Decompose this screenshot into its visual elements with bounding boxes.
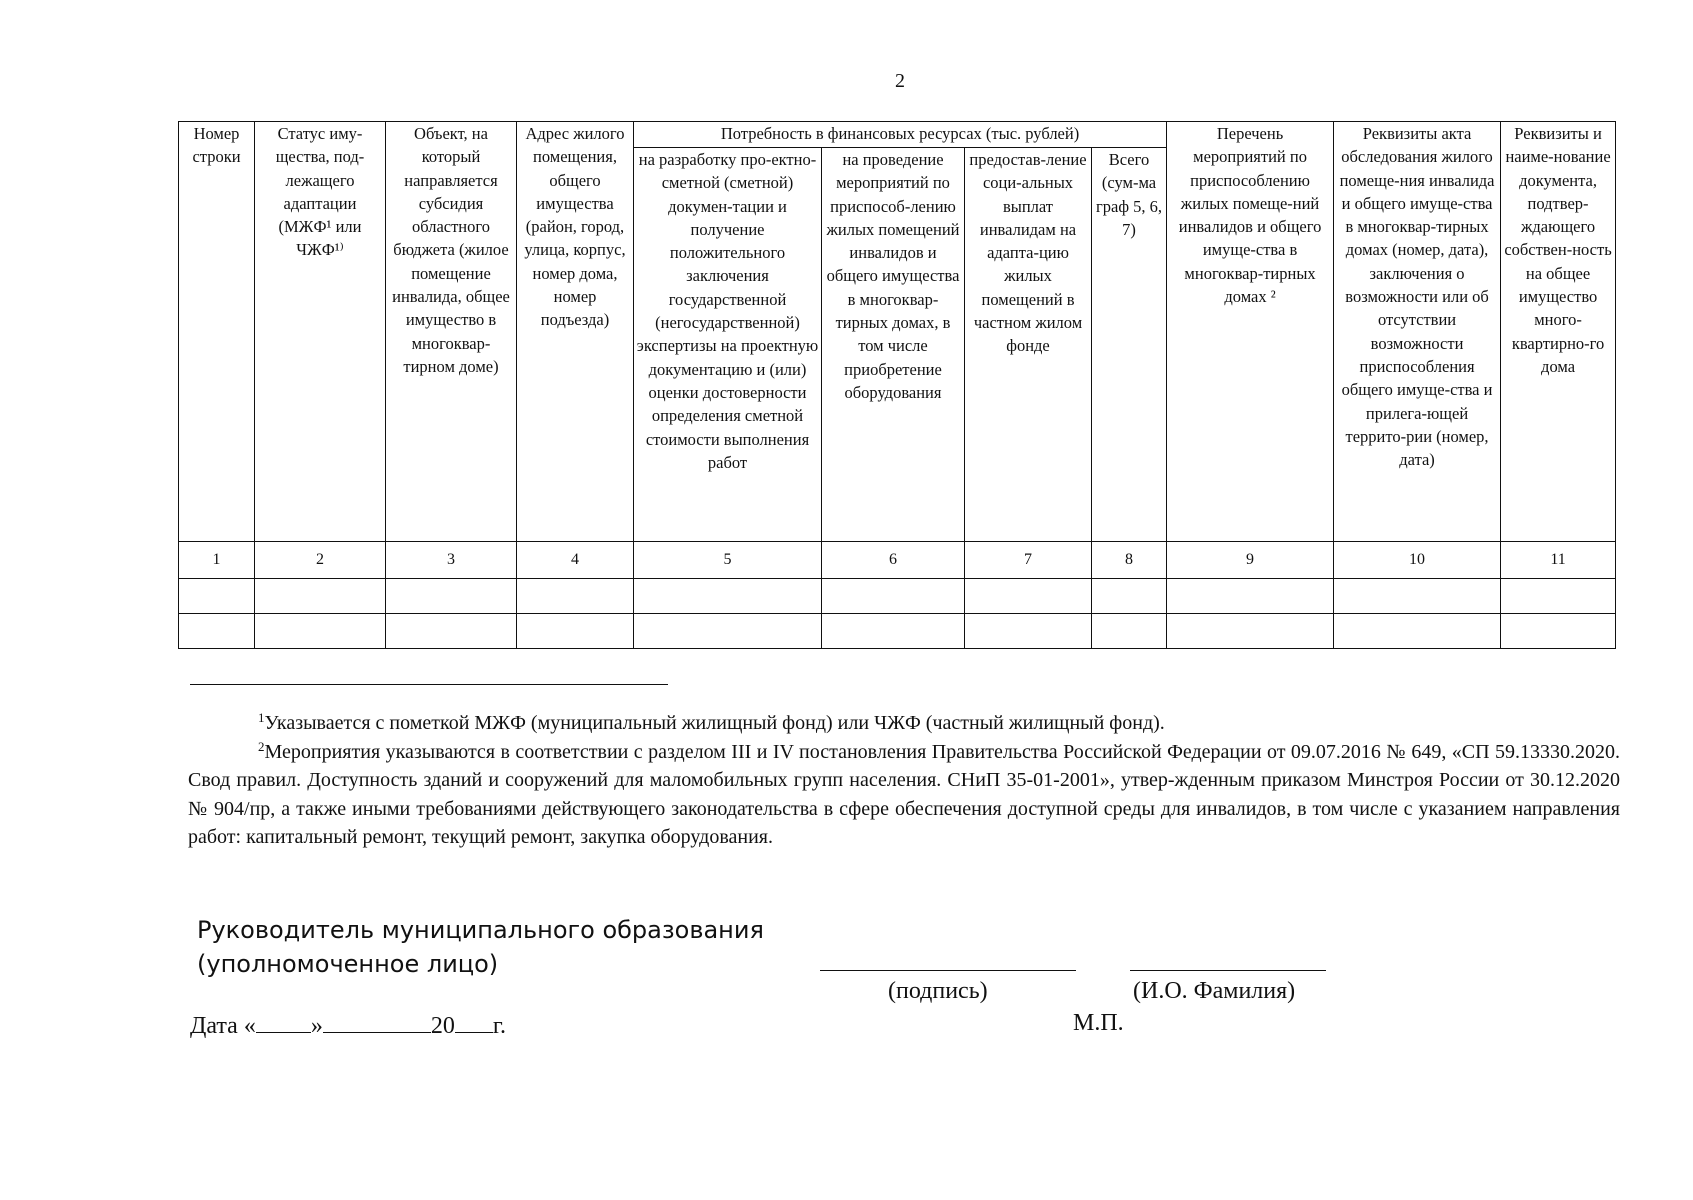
footnote-2-text: Мероприятия указываются в соответствии с разделом III и IV постановления Правительства Российской Федерации от 09.07.2016 № 649, «СП 59.13330.2020. Свод правил. Доступность зданий и сооружений для маломобильных групп населения. СНиП 35-01-2001», утвер-жденным приказом Минстроя России от 30.12.2020 № 904/пр, а также иными требованиями действующего законодательства в сфере обеспечения доступной среды для инвалидов, в том числе с указанием направления работ: капитальный ремонт, текущий ремонт, закупка оборудования. [188,740,1620,848]
header-financial-needs: Потребность в финансовых ресурсах (тыс. рублей) [634,122,1167,148]
empty-cell [1092,579,1167,614]
column-number: 2 [255,542,386,579]
header-property-status: Статус иму-щества, под-лежащего адаптации (МЖФ¹ или ЧЖФ¹⁾ [255,122,386,542]
empty-cell [965,614,1092,649]
header-address: Адрес жилого помещения, общего имущества (район, город, улица, корпус, номер дома, номер подъезда) [517,122,634,542]
date-day-blank [256,1010,311,1033]
column-number: 1 [179,542,255,579]
empty-cell [1092,614,1167,649]
header-ownership-document: Реквизиты и наиме-нование документа, подтвер-ждающего собствен-ность на общее имущество много-квартирно-го дома [1501,122,1616,542]
footnotes [188,709,1620,852]
date-month-blank [323,1010,431,1033]
empty-cell [179,614,255,649]
header-total: Всего (сум-ма граф 5, 6, 7) [1092,148,1167,542]
stamp-label: М.П. [1073,1010,1124,1036]
empty-cell [255,614,386,649]
column-number-row [179,542,1616,579]
empty-cell [1334,579,1501,614]
header-adaptation-measures: на проведение мероприятий по приспособ-лению жилых помещений инвалидов и общего имущества в многоквар-тирных домах, в том числе приобретение оборудования [822,148,965,542]
footnote-2-mark: 2 [258,738,265,754]
date-suffix: г. [492,1013,506,1039]
footnote-2 [188,738,1620,852]
subsidy-need-table [178,121,1616,649]
footnote-1-text: Указывается с пометкой МЖФ (муниципальный жилищный фонд) или ЧЖФ (частный жилищный фонд). [264,712,1165,734]
empty-cell [517,579,634,614]
signature-caption: (подпись) [888,978,988,1004]
footnote-separator [190,684,668,685]
column-number: 7 [965,542,1092,579]
header-inspection-act: Реквизиты акта обследования жилого помеще-ния инвалида и общего имуще-ства в многоквар-тирных домах (номер, дата), заключения о возможности или об отсутствии возможности приспособления общего имуще-ства и прилега-ющей террито-рии (номер, дата) [1334,122,1501,542]
column-number: 8 [1092,542,1167,579]
header-design-documentation: на разработку про-ектно-сметной (сметной) докумен-тации и получение положительного заключения государственной (негосударственной) экспертизы на проектную документацию и (или) оценки достоверности определения сметной стоимости выполнения работ [634,148,822,542]
empty-cell [255,579,386,614]
table-row [179,614,1616,649]
signature-line [820,970,1076,971]
column-number: 4 [517,542,634,579]
empty-cell [517,614,634,649]
empty-cell [1334,614,1501,649]
empty-cell [1167,579,1334,614]
column-number: 6 [822,542,965,579]
empty-cell [386,614,517,649]
footnote-1-mark: 1 [258,710,265,725]
empty-cell [822,579,965,614]
date-year-prefix: 20 [430,1013,455,1039]
page-number: 2 [895,70,905,92]
column-number: 11 [1501,542,1616,579]
table-row [179,579,1616,614]
signatory-block [197,913,764,981]
column-number: 3 [386,542,517,579]
empty-cell [1501,614,1616,649]
empty-cell [634,614,822,649]
column-number: 5 [634,542,822,579]
column-number: 9 [1167,542,1334,579]
name-line [1130,970,1326,971]
date-quote-close: » [310,1013,323,1039]
empty-cell [634,579,822,614]
signatory-title: Руководитель муниципального образования [197,916,764,944]
header-subsidy-object: Объект, на который направляется субсидия областного бюджета (жилое помещение инвалида, общее имущество в многоквар-тирном доме) [386,122,517,542]
name-caption: (И.О. Фамилия) [1133,978,1296,1004]
header-social-payments: предостав-ление соци-альных выплат инвалидам на адапта-цию жилых помещений в частном жилом фонде [965,148,1092,542]
signatory-subtitle: (уполномоченное лицо) [197,950,499,978]
date-year-blank [455,1010,493,1033]
footnote-1 [188,709,1620,738]
empty-cell [179,579,255,614]
empty-cell [965,579,1092,614]
date-label: Дата « [190,1013,256,1039]
header-measures-list: Перечень мероприятий по приспособлению жилых помеще-ний инвалидов и общего имуще-ства в многоквар-тирных домах ² [1167,122,1334,542]
column-number: 10 [1334,542,1501,579]
empty-cell [1167,614,1334,649]
date-field [190,1010,506,1040]
header-row-number: Номер строки [179,122,255,542]
empty-cell [822,614,965,649]
empty-cell [386,579,517,614]
empty-cell [1501,579,1616,614]
